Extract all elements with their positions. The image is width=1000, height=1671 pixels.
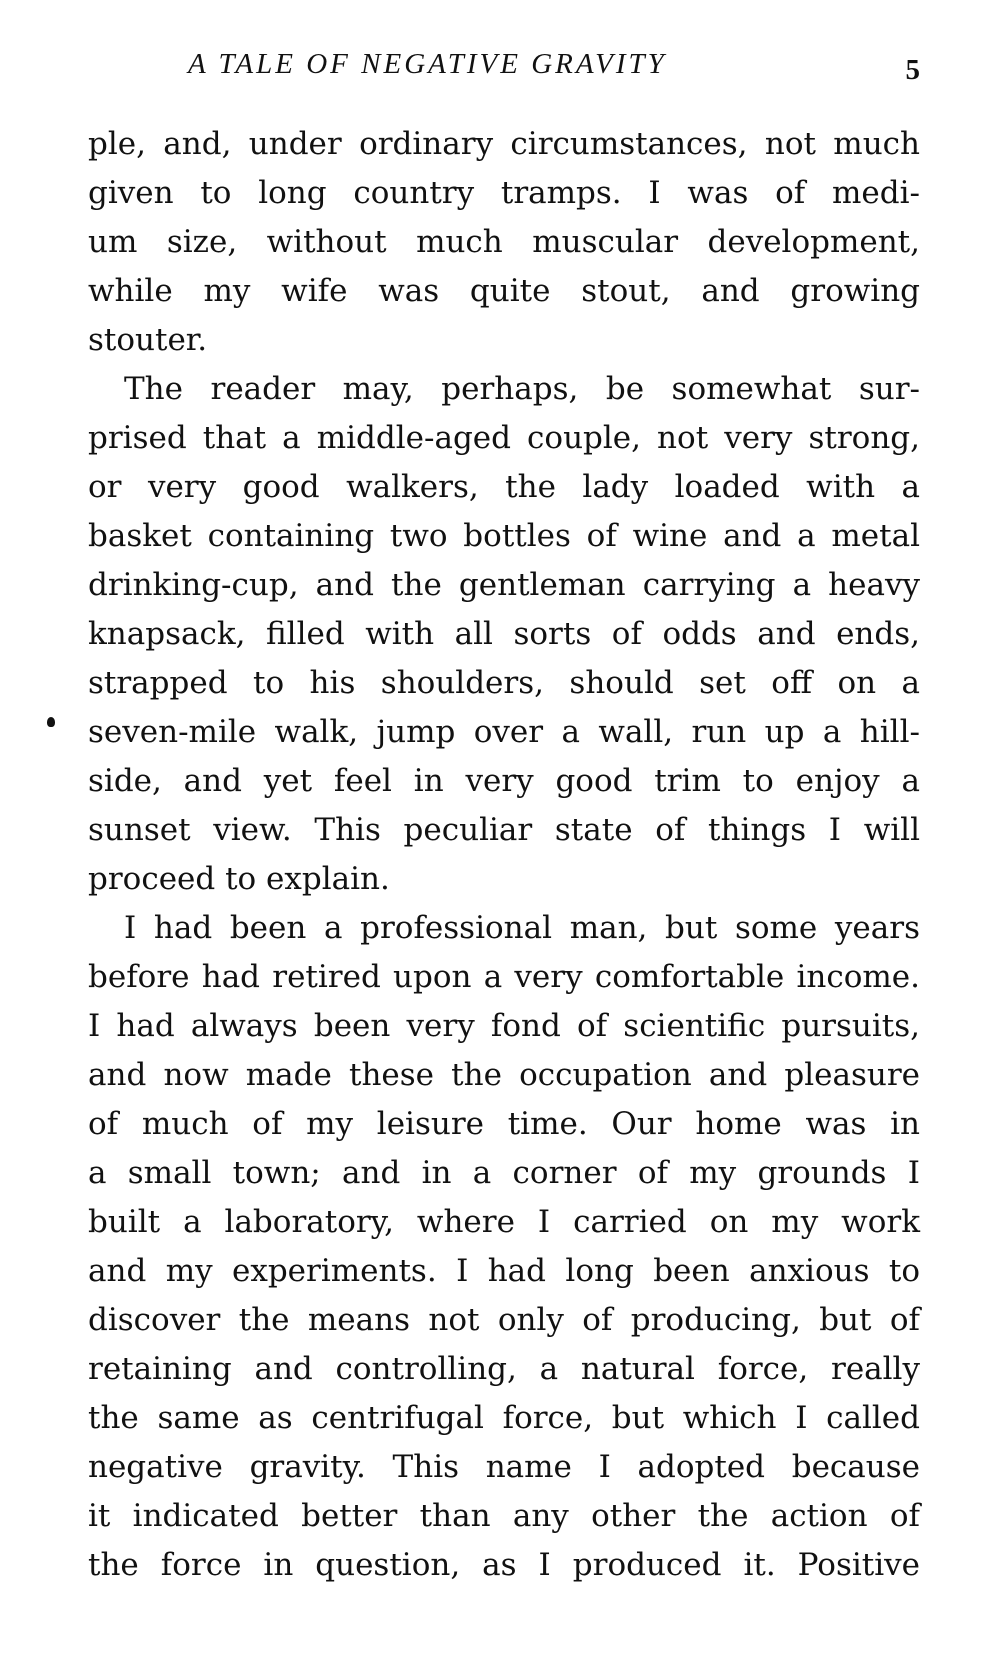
text-line: and my experiments. I had long been anxious to bbox=[88, 1253, 920, 1289]
text-line: discover the means not only of producing, but of bbox=[88, 1302, 920, 1338]
text-line: stouter. bbox=[88, 322, 208, 358]
text-line: retaining and controlling, a natural force, really bbox=[88, 1351, 920, 1387]
page-number: 5 bbox=[905, 54, 920, 86]
text-line: The reader may, perhaps, be somewhat sur- bbox=[124, 371, 920, 407]
text-line: basket containing two bottles of wine and a metal bbox=[88, 518, 920, 554]
text-line: sunset view. This peculiar state of things I will bbox=[88, 812, 920, 848]
text-line: negative gravity. This name I adopted because bbox=[88, 1449, 920, 1485]
text-line: drinking-cup, and the gentleman carrying a heavy bbox=[88, 567, 920, 603]
text-line: given to long country tramps. I was of medi- bbox=[88, 175, 920, 211]
text-line: I had been a professional man, but some years bbox=[124, 910, 920, 946]
text-line: I had always been very fond of scientific pursuits, bbox=[88, 1008, 920, 1044]
text-line: proceed to explain. bbox=[88, 861, 390, 897]
page-header bbox=[88, 48, 920, 88]
text-line: the force in question, as I produced it. Positive bbox=[88, 1547, 920, 1583]
text-line: a small town; and in a corner of my grounds I bbox=[88, 1155, 920, 1191]
text-line: knapsack, filled with all sorts of odds and ends, bbox=[88, 616, 920, 652]
text-line: before had retired upon a very comfortable income. bbox=[88, 959, 920, 995]
text-line: the same as centrifugal force, but which I called bbox=[88, 1400, 920, 1436]
text-line: or very good walkers, the lady loaded with a bbox=[88, 469, 920, 505]
text-line: strapped to his shoulders, should set off on a bbox=[88, 665, 920, 701]
body-text bbox=[88, 120, 920, 1590]
text-line: ple, and, under ordinary circumstances, not much bbox=[88, 126, 920, 162]
text-line: built a laboratory, where I carried on my work bbox=[88, 1204, 920, 1240]
text-line: prised that a middle-aged couple, not very strong, bbox=[88, 420, 920, 456]
text-line: um size, without much muscular development, bbox=[88, 224, 920, 260]
text-line: it indicated better than any other the action of bbox=[88, 1498, 920, 1534]
text-line: side, and yet feel in very good trim to enjoy a bbox=[88, 763, 920, 799]
text-line: of much of my leisure time. Our home was in bbox=[88, 1106, 920, 1142]
text-line: seven-mile walk, jump over a wall, run up a hill- bbox=[88, 714, 920, 750]
running-title: A TALE OF NEGATIVE GRAVITY bbox=[188, 48, 667, 80]
margin-mark bbox=[47, 717, 55, 727]
text-line: while my wife was quite stout, and growing bbox=[88, 273, 920, 309]
text-line: and now made these the occupation and pleasure bbox=[88, 1057, 920, 1093]
